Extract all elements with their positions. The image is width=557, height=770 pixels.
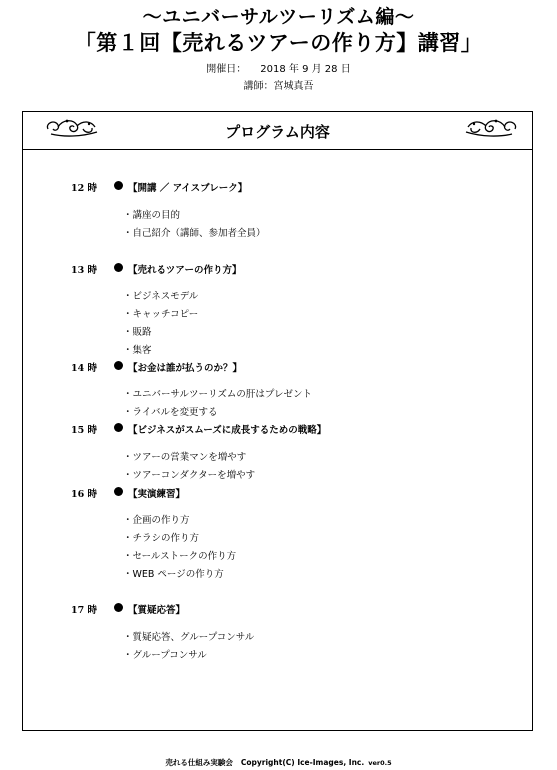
session-time: 13 時 — [71, 265, 98, 276]
session-title: 【質疑応答】 — [128, 605, 186, 616]
session-item: ・ツアーの営業マンを増やす — [123, 452, 247, 463]
session-item: ・キャッチコピー — [123, 309, 199, 320]
bullet-icon — [114, 423, 123, 432]
session-item: ・チラシの作り方 — [123, 533, 200, 544]
session-item: ・ユニバーサルツーリズムの肝はプレゼント — [123, 389, 312, 400]
bullet-icon — [114, 361, 123, 370]
session-list — [23, 112, 532, 730]
lecturer: 講師：宮城真吾 — [243, 81, 314, 92]
bullet-icon — [114, 181, 123, 190]
session-time: 17 時 — [71, 605, 98, 616]
session-item: ・グループコンサル — [123, 650, 207, 661]
date-value: 2018 年 9 月 28 日 — [260, 64, 351, 75]
session-item: ・販路 — [123, 327, 152, 338]
program-title: プログラム内容 — [225, 123, 330, 141]
session-item: ・質疑応答、グループコンサル — [123, 632, 255, 643]
title-line-1: 〜ユニバーサルツーリズム編〜 — [142, 6, 415, 28]
session-item: ・ライバルを変更する — [123, 407, 218, 418]
session-title: 【開講 ／ アイスブレーク】 — [128, 183, 248, 194]
session-title: 【ビジネスがスムーズに成長するための戦略】 — [128, 425, 327, 436]
session-time: 14 時 — [71, 363, 98, 374]
bullet-icon — [114, 603, 123, 612]
bullet-icon — [114, 487, 123, 496]
footer-version: ver0.5 — [368, 759, 392, 767]
date-label: 開催日： — [206, 64, 247, 75]
session-item: ・企画の作り方 — [123, 515, 190, 526]
session-item: ・集客 — [123, 345, 152, 356]
footer — [0, 757, 557, 768]
program-frame — [22, 111, 533, 731]
footer-copyright: Copyright(C) Ice-Images, Inc. — [240, 758, 365, 767]
session-title: 【実演練習】 — [128, 489, 186, 500]
event-date — [0, 60, 557, 75]
session-item: ・セールストークの作り方 — [123, 551, 237, 562]
session-item: ・自己紹介（講師、参加者全員） — [123, 228, 266, 239]
footer-org: 売れる仕組み実験会 — [165, 758, 233, 767]
session-item: ・WEB ページの作り方 — [123, 569, 224, 580]
session-time: 15 時 — [71, 425, 98, 436]
session-item: ・ビジネスモデル — [123, 291, 199, 302]
session-time: 12 時 — [71, 183, 98, 194]
session-time: 16 時 — [71, 489, 98, 500]
session-title: 【お金は誰が払うのか？】 — [128, 363, 243, 374]
session-item: ・講座の目的 — [123, 210, 181, 221]
session-title: 【売れるツアーの作り方】 — [128, 265, 242, 276]
title-line-2: 「第１回【売れるツアーの作り方】講習」 — [74, 31, 483, 55]
bullet-icon — [114, 263, 123, 272]
session-item: ・ツアーコンダクターを増やす — [123, 470, 256, 481]
